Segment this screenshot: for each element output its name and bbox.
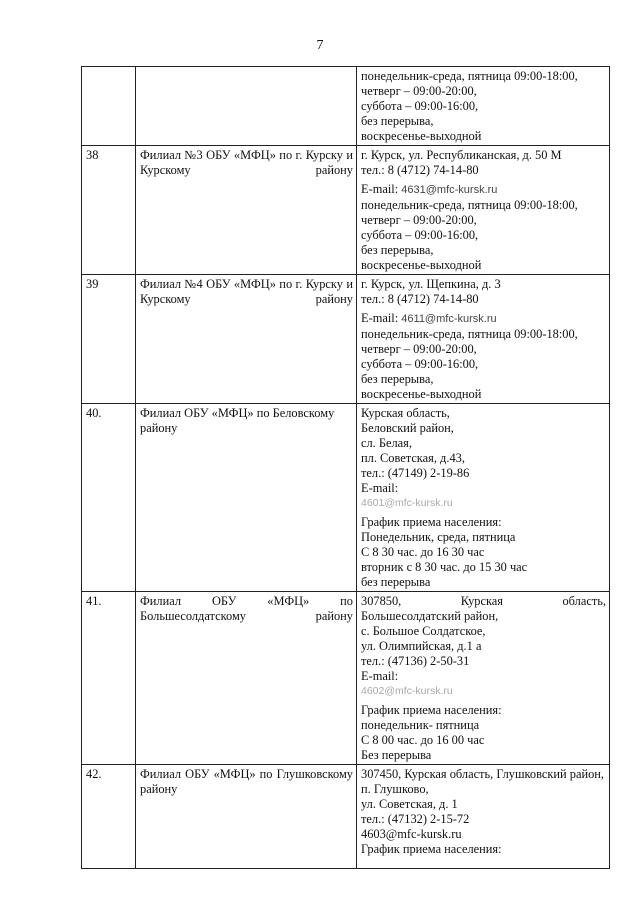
email-line [361, 311, 606, 327]
email-label: E-mail: [361, 311, 399, 325]
address-line: Беловский район, [361, 421, 454, 435]
table-row [82, 275, 610, 404]
email-label: E-mail: [361, 481, 399, 495]
branch-name [136, 67, 357, 146]
row-number: 39 [82, 275, 136, 404]
page-number: 7 [316, 38, 324, 53]
branch-details [357, 67, 610, 146]
branch-name-text: Филиал №4 ОБУ «МФЦ» по г. Курску и Курскому району [140, 277, 353, 306]
schedule-line: График приема населения: [361, 515, 502, 529]
row-number: 40. [82, 404, 136, 592]
schedule-line: С 8 30 час. до 16 30 час [361, 545, 485, 559]
schedule-line: без перерыва, [361, 114, 434, 128]
row-number: 41. [82, 592, 136, 765]
address-line: ул. Советская, д. 1 [361, 797, 458, 811]
phone: тел.: (47136) 2-50-31 [361, 654, 470, 668]
branch-name [136, 404, 357, 592]
schedule-line: без перерыва, [361, 243, 434, 257]
schedule-line: воскресенье-выходной [361, 258, 482, 272]
email-address: 4601@mfc-kursk.ru [361, 497, 453, 509]
schedule-line: Понедельник, среда, пятница [361, 530, 516, 544]
schedule-line: суббота – 09:00-16:00, [361, 357, 479, 371]
branch-name [136, 765, 357, 869]
address-line: сл. Белая, [361, 436, 412, 450]
mfc-branches-table [81, 66, 610, 869]
schedule-line: понедельник-среда, пятница 09:00-18:00, [361, 327, 578, 341]
email-line [361, 182, 606, 198]
phone: тел.: 8 (4712) 74-14-80 [361, 292, 479, 306]
schedule-line: без перерыва, [361, 372, 434, 386]
branch-details [357, 404, 610, 592]
branch-details [357, 765, 610, 869]
schedule-line: четверг – 09:00-20:00, [361, 342, 477, 356]
row-number: 42. [82, 765, 136, 869]
email-label: E-mail: [361, 669, 399, 683]
branch-name-text: Филиал ОБУ «МФЦ» по Глушковскому району [140, 767, 353, 796]
address-line: п. Глушково, [361, 782, 429, 796]
schedule-line: суббота – 09:00-16:00, [361, 228, 479, 242]
row-number [82, 67, 136, 146]
branch-details [357, 275, 610, 404]
schedule-line: воскресенье-выходной [361, 387, 482, 401]
schedule-line: понедельник-среда, пятница 09:00-18:00, [361, 198, 578, 212]
schedule-line: понедельник- пятница [361, 718, 480, 732]
table-row [82, 67, 610, 146]
email-label: E-mail: [361, 182, 399, 196]
table-row [82, 146, 610, 275]
email-address: 4602@mfc-kursk.ru [361, 685, 453, 697]
address-first-line: 307450, Курская область, Глушковский район, [361, 767, 604, 781]
email-address: 4603@mfc-kursk.ru [361, 827, 462, 841]
address: г. Курск, ул. Щепкина, д. 3 [361, 277, 501, 291]
address-first-line: 307850, Курская область, [361, 594, 606, 608]
address-line: Большесолдатский район, [361, 609, 499, 623]
address-line: Курская область, [361, 406, 450, 420]
phone: тел.: (47132) 2-15-72 [361, 812, 470, 826]
row-number: 38 [82, 146, 136, 275]
branch-name-text: Филиал №3 ОБУ «МФЦ» по г. Курску и Курскому району [140, 148, 353, 177]
table-row [82, 592, 610, 765]
branch-details [357, 592, 610, 765]
branch-name-text: Филиал ОБУ «МФЦ» по Большесолдатскому району [140, 594, 353, 623]
branch-name [136, 592, 357, 765]
email-address: 4631@mfc-kursk.ru [401, 184, 498, 196]
schedule-line: без перерыва [361, 575, 431, 589]
schedule-line: понедельник-среда, пятница 09:00-18:00, [361, 69, 578, 83]
schedule-line: С 8 00 час. до 16 00 час [361, 733, 485, 747]
email-address: 4611@mfc-kursk.ru [401, 313, 497, 325]
address-line: с. Большое Солдатское, [361, 624, 486, 638]
schedule-line: Без перерыва [361, 748, 432, 762]
schedule-line: суббота – 09:00-16:00, [361, 99, 479, 113]
branch-name-text: Филиал ОБУ «МФЦ» по Беловскому району [140, 406, 335, 435]
branch-details [357, 146, 610, 275]
address-line: пл. Советская, д.43, [361, 451, 465, 465]
schedule-line: График приема населения: [361, 703, 502, 717]
schedule-line: вторник с 8 30 час. до 15 30 час [361, 560, 528, 574]
branch-name [136, 146, 357, 275]
address: г. Курск, ул. Республиканская, д. 50 М [361, 148, 562, 162]
table-row [82, 765, 610, 869]
phone: тел.: 8 (4712) 74-14-80 [361, 163, 479, 177]
branch-name [136, 275, 357, 404]
schedule-line: воскресенье-выходной [361, 129, 482, 143]
address-line: ул. Олимпийская, д.1 а [361, 639, 482, 653]
schedule-line: четверг – 09:00-20:00, [361, 84, 477, 98]
phone: тел.: (47149) 2-19-86 [361, 466, 470, 480]
table-row [82, 404, 610, 592]
schedule-line: четверг – 09:00-20:00, [361, 213, 477, 227]
schedule-line: График приема населения: [361, 842, 502, 856]
